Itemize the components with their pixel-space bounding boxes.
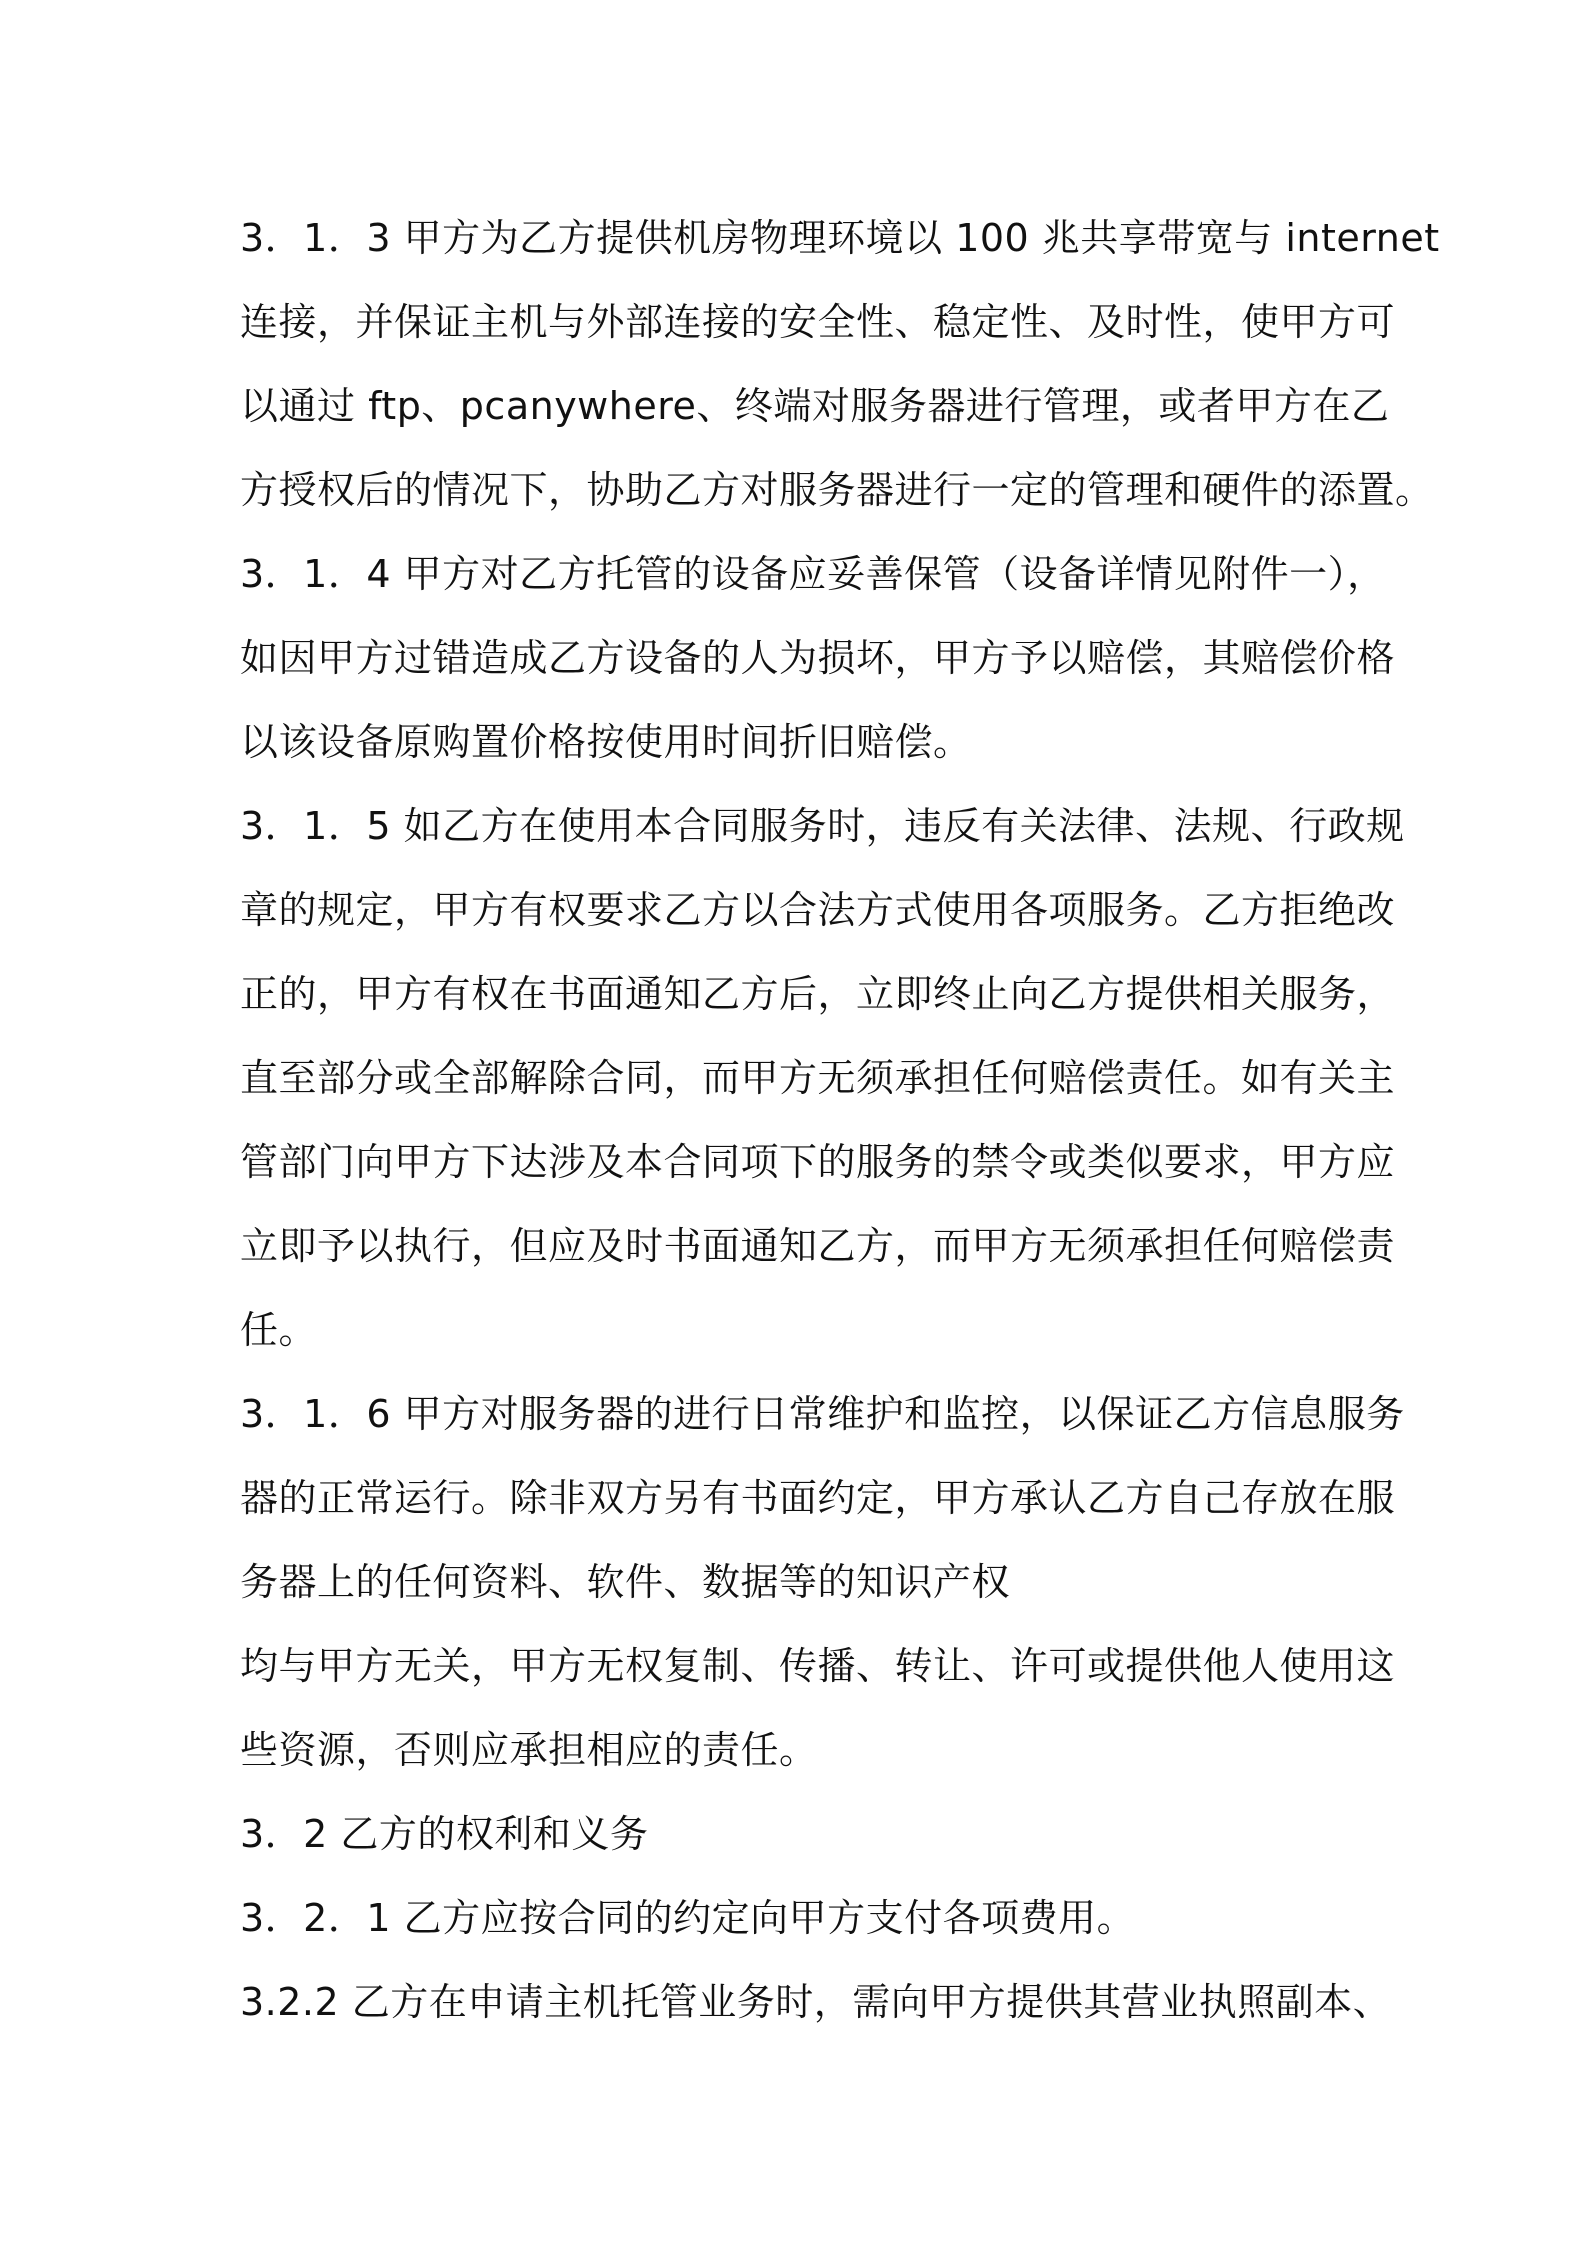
text-line: 些资源，否则应承担相应的责任。	[240, 1728, 818, 1772]
text-line: 如因甲方过错造成乙方设备的人为损坏，甲方予以赔偿，其赔偿价格	[240, 636, 1396, 680]
text-line: 均与甲方无关，甲方无权复制、传播、转让、许可或提供他人使用这	[240, 1644, 1396, 1688]
text-line: 器的正常运行。除非双方另有书面约定，甲方承认乙方自己存放在服	[240, 1476, 1396, 1520]
text-line: 以该设备原购置价格按使用时间折旧赔偿。	[240, 720, 972, 764]
text-line: 以通过 ftp、pcanywhere、终端对服务器进行管理，或者甲方在乙	[240, 384, 1390, 428]
text-line: 3．1．3 甲方为乙方提供机房物理环境以 100 兆共享带宽与 internet	[240, 216, 1440, 260]
text-line: 3．1．6 甲方对服务器的进行日常维护和监控，以保证乙方信息服务	[240, 1392, 1405, 1436]
text-line: 连接，并保证主机与外部连接的安全性、稳定性、及时性，使甲方可	[240, 300, 1396, 344]
text-line: 3.2.2 乙方在申请主机托管业务时，需向甲方提供其营业执照副本、	[240, 1980, 1392, 2024]
text-line: 章的规定，甲方有权要求乙方以合法方式使用各项服务。乙方拒绝改	[240, 888, 1396, 932]
text-line: 3．2．1 乙方应按合同的约定向甲方支付各项费用。	[240, 1896, 1136, 1940]
text-line: 务器上的任何资料、软件、数据等的知识产权	[240, 1560, 1011, 1604]
section-heading: 3．2 乙方的权利和义务	[240, 1812, 649, 1856]
document-body	[240, 196, 1440, 2044]
text-line: 直至部分或全部解除合同，而甲方无须承担任何赔偿责任。如有关主	[240, 1056, 1396, 1100]
text-line: 3．1．5 如乙方在使用本合同服务时，违反有关法律、法规、行政规	[240, 804, 1405, 848]
text-line: 正的，甲方有权在书面通知乙方后，立即终止向乙方提供相关服务，	[240, 972, 1396, 1016]
text-line: 管部门向甲方下达涉及本合同项下的服务的禁令或类似要求，甲方应	[240, 1140, 1396, 1184]
text-line: 立即予以执行，但应及时书面通知乙方，而甲方无须承担任何赔偿责	[240, 1224, 1396, 1268]
text-line: 任。	[240, 1308, 318, 1352]
text-line: 方授权后的情况下，协助乙方对服务器进行一定的管理和硬件的添置。	[240, 468, 1434, 512]
text-line: 3．1．4 甲方对乙方托管的设备应妥善保管（设备详情见附件一），	[240, 552, 1386, 596]
